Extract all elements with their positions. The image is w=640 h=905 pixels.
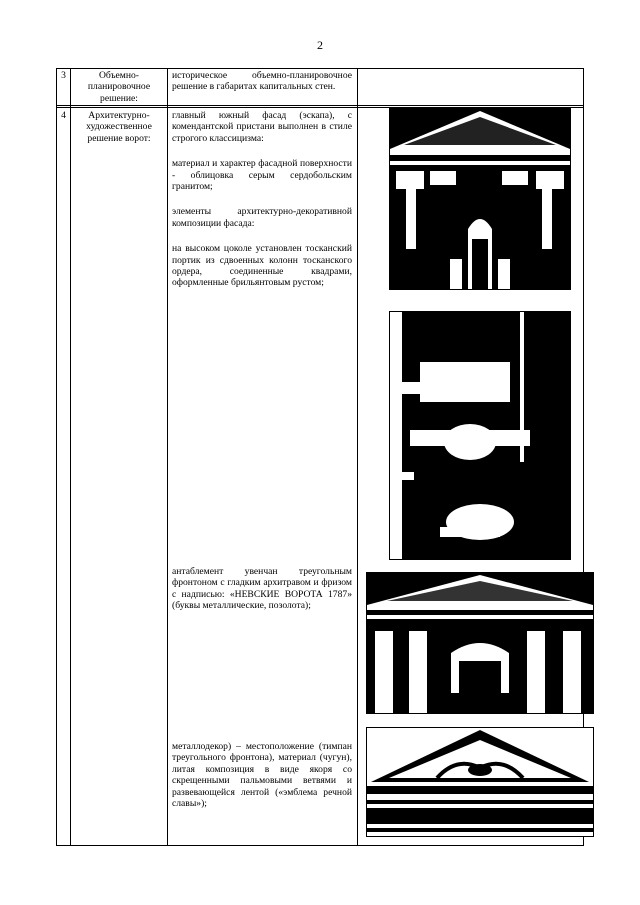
columns-photo [389,311,571,560]
tympanum-photo [366,727,594,837]
description-paragraph: антаблемент увенчан треугольным фронтоном с гладким архитравом и фризом с надписью: «НЕВСКИЕ ВОРОТА 1787» (буквы металлические, позолота); [172,566,352,612]
table-border-top [56,68,584,69]
table-border-left [56,68,57,846]
column-divider [70,68,71,846]
table-border-bottom [56,845,584,846]
pediment-photo [366,572,594,714]
row-name: Объемно-планировочное решение: [87,70,151,104]
description-paragraph: на высоком цоколе установлен тосканский портик из сдвоенных колонн тосканского ордера, соединенные квадрами, оформленные брильянтовым рустом; [172,243,352,289]
column-divider [357,68,358,846]
description-paragraph: материал и характер фасадной поверхности - облицовка серым сердобольским гранитом; [172,158,352,193]
row-name: Архитектурно-художественное решение ворот: [86,110,152,144]
description-paragraph: главный южный фасад (эскапа), с комендантской пристани выполнен в стиле строгого классицизма: [172,110,352,144]
row-description [172,110,352,303]
facade-photo [389,108,571,290]
column-divider [167,68,168,846]
row-description [172,70,352,107]
row-number: 3 [61,70,66,81]
description-paragraph: историческое объемно-планировочное решение в габаритах капитальных стен. [172,70,352,93]
description-paragraph: металлодекор) – местоположение (тимпан треугольного фронтона), материал (чугун), литая композиция в виде якоря со скрещенными пальмовыми ветвями и развевающейся лентой («эмблема речной славы»); [172,741,352,810]
row-number: 4 [61,110,66,121]
description-paragraph: элементы архитектурно-декоративной композиции фасада: [172,206,352,229]
page-number: 2 [317,38,323,52]
